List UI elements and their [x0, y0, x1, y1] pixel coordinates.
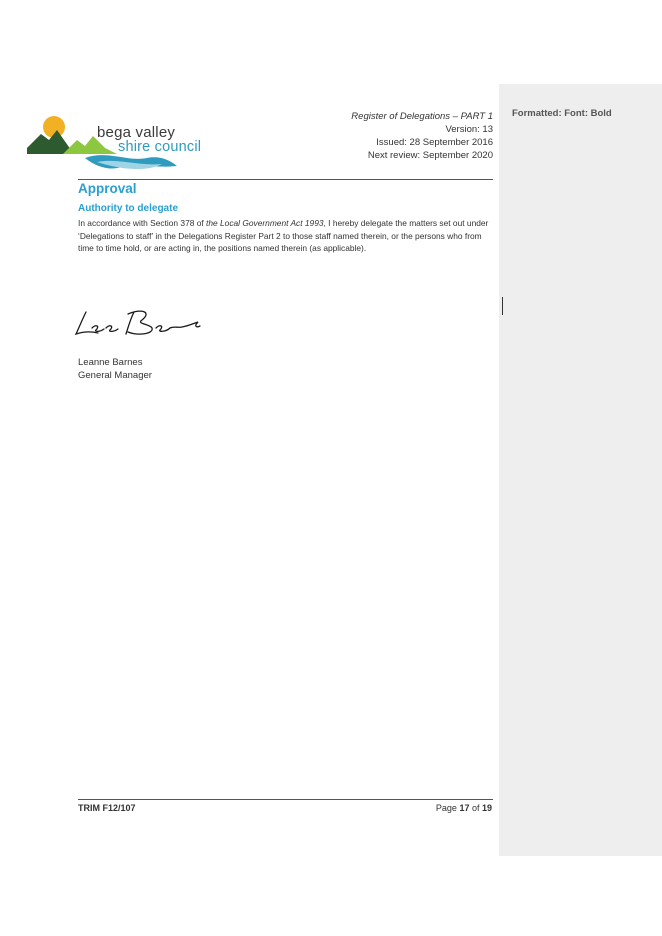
document-version: Version: 13: [445, 124, 493, 135]
act-name: the Local Government Act 1993: [206, 218, 324, 228]
comment-pane[interactable]: [499, 84, 662, 856]
page-prefix: Page: [435, 803, 460, 813]
page-of: of: [469, 803, 482, 813]
footer-divider: [78, 799, 493, 800]
document-issued-date: Issued: 28 September 2016: [376, 137, 493, 148]
document-title: Register of Delegations – PART 1: [351, 111, 493, 122]
paragraph-text-end: , I hereby delegate the matters set out under ‘Delegations to staff’ in the Delegations Register Part 2 to those staff named therein, or the persons who from time to time hold, or are acting in, the positions named therein (as applicable).: [78, 218, 489, 253]
logo-text-bega-valley: bega valley: [97, 124, 176, 141]
page-number: [436, 803, 492, 813]
delegation-paragraph: [78, 217, 498, 255]
page-total: 19: [481, 803, 492, 813]
logo-text-shire-council: shire council: [118, 139, 202, 155]
paragraph-text-start: In accordance with Section 378 of: [78, 218, 207, 228]
document-next-review: Next review: September 2020: [367, 150, 493, 161]
handwritten-signature: [72, 298, 222, 348]
comment-label[interactable]: Formatted: Font: Bold: [512, 108, 612, 119]
section-heading: Approval: [78, 181, 137, 196]
signatory-block: [78, 356, 152, 382]
section-subheading: Authority to delegate: [78, 203, 179, 214]
signatory-title: General Manager: [78, 370, 152, 381]
page-current: 17: [459, 803, 470, 813]
text-cursor: [502, 297, 503, 315]
trim-reference: TRIM F12/107: [78, 803, 136, 813]
header-divider: [78, 179, 493, 180]
document-header-meta: [351, 110, 493, 162]
signatory-name: Leanne Barnes: [78, 357, 143, 368]
